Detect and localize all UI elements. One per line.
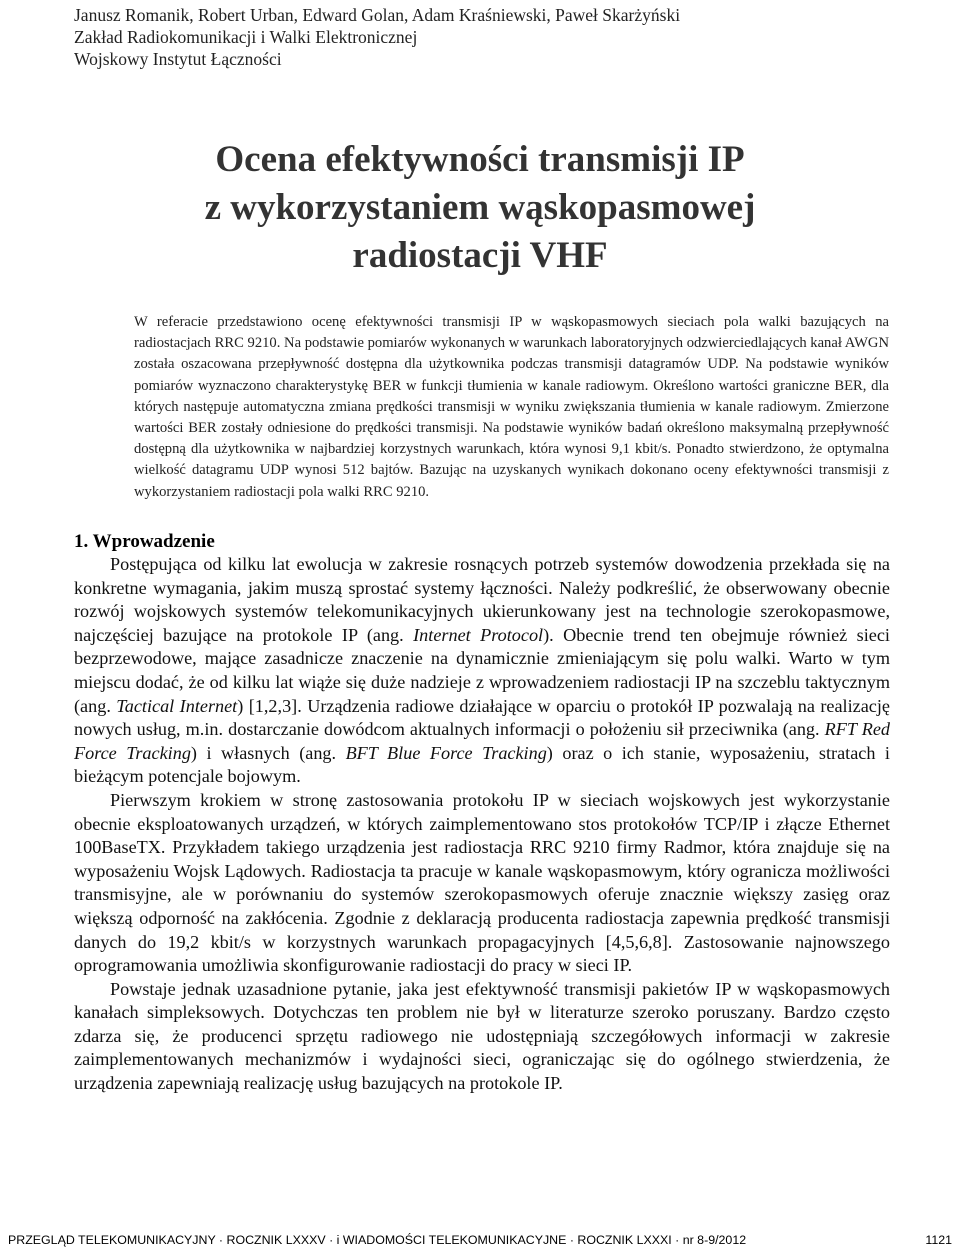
title-line-2: z wykorzystaniem wąskopasmowej	[204, 187, 756, 228]
title-line-1: Ocena efektywności transmisji IP	[215, 139, 745, 180]
p1-text-e: ) oraz o ich stanie, wyposażeniu, stratach i bieżącym potencjale bojowym.	[74, 742, 890, 787]
paragraph-2: Pierwszym krokiem w stronę zastosowania protokołu IP w sieciach wojskowych jest wykorzystanie obecnie eksploatowanych urządzeń, w których zaimplementowano stos protokołów TCP/IP i złącze Ethernet 100BaseTX. Przykładem takiego urządzenia jest radiostacja RRC 9210 firmy Radmor, która znajduje się na wyposażeniu Wojsk Lądowych. Radiostacja ta pracuje w kanale wąskopasmowym, który ogranicza możliwości transmisyjne, ale w porównaniu do systemów szerokopasmowych oferuje znacznie większy zasięg oraz większą odporność na zakłócenia. Zgodnie z deklaracją producenta radiostacja zapewnia prędkość transmisji danych do 19,2 kbit/s w korzystnych warunkach propagacyjnych [4,5,6,8]. Zastosowanie najnowszego oprogramowania umożliwia skonfigurowanie radiostacji do pracy w sieci IP.	[74, 789, 890, 976]
section-heading: 1. Wprowadzenie	[74, 531, 215, 552]
p1-text-b: ). Obecnie trend ten obejmuje również sieci bezprzewodowe, mające zasadnicze znaczenie na dynamicznie zmieniającym się polu walki. Warto w tym miejscu dodać, że od kilku lat wiąże się duże nadzieje z wprowadzeniem radiostacji IP na szczeblu taktycznym (ang.	[74, 624, 890, 716]
p1-text-c: ) [1,2,3]. Urządzenia radiowe działające w oparciu o protokół IP pozwalają na realizację nowych usług, m.in. dostarczanie dowódcom aktualnych informacji o położeniu sił przeciwnika (ang.	[74, 695, 890, 740]
authors: Janusz Romanik, Robert Urban, Edward Golan, Adam Kraśniewski, Paweł Skarżyński	[74, 5, 681, 25]
author-affiliation	[74, 4, 894, 70]
p1-text-d: ) i własnych (ang.	[190, 742, 346, 763]
p1-text-a: Postępująca od kilku lat ewolucja w zakresie rosnących potrzeb systemów dowodzenia przekłada się na konkretne wymagania, jakim muszą sprostać systemy łączności. Należy podkreślić, że obserwowany obecnie rozwój wojskowych systemów telekomunikacyjnych ukierunkowany jest na technologie szerokopasmowe, najczęściej bazujące na protokole IP (ang.	[74, 554, 890, 645]
paragraph-3: Powstaje jednak uzasadnione pytanie, jaka jest efektywność transmisji pakietów IP w wąskopasmowych kanałach simpleksowych. Dotychczas ten problem nie był w literaturze szeroko poruszany. Bardzo często zdarza się, że producenci sprzętu radiowego nie udostępniają szczegółowych informacji w zakresie zaimplementowanych mechanizmów i wydajności sieci, ograniczając się do ogólnego stwierdzenia, że urządzenia zapewniają realizację usług bazujących na protokole IP.	[74, 978, 890, 1094]
paragraph-1	[74, 553, 890, 789]
p1-term-tactical-internet: Tactical Internet	[116, 695, 238, 716]
p1-term-rft: RFT Red Force Tracking	[74, 719, 890, 763]
abstract: W referacie przedstawiono ocenę efektywności transmisji IP w wąskopasmowych sieciach pola walki bazujących na radiostacjach RRC 9210. Na podstawie pomiarów wykonanych w warunkach laboratoryjnych odzwierciedlających kanał AWGN została oszacowana przepływność dostępna dla użytkownika podczas transmisji datagramów UDP. Na podstawie wyników pomiarów wyznaczono charakterystykę BER w funkcji tłumienia w kanale radiowym. Określono wartości graniczne BER, dla których następuje automatyczna zmiana prędkości transmisji w wyniku zwiększania tłumienia w kanale radiowym. Zmierzone wartości BER zostały odniesione do prędkości transmisji. Na podstawie wyników badań określono maksymalną przepływność dostępną dla użytkownika w najbardziej korzystnych warunkach, która wynosi 9,1 kbit/s. Ponadto stwierdzono, że optymalna wielkość datagramu UDP wynosi 512 bajtów. Bazując na uzyskanych wynikach dokonano oceny efektywności transmisji z wykorzystaniem radiostacji pola walki RRC 9210.	[134, 314, 889, 500]
p1-term-internet-protocol: Internet Protocol	[413, 624, 544, 645]
paper-title	[100, 136, 860, 280]
title-line-3: radiostacji VHF	[352, 235, 608, 276]
journal-info: PRZEGLĄD TELEKOMUNIKACYJNY · ROCZNIK LXXXV · i WIADOMOŚCI TELEKOMUNIKACYJNE · ROCZNIK LXXXI · nr 8-9/2012	[8, 1233, 747, 1247]
institute: Wojskowy Instytut Łączności	[74, 49, 282, 69]
page-number: 1121	[925, 1233, 952, 1247]
page-footer	[0, 1231, 960, 1249]
p1-term-bft: BFT Blue Force Tracking	[345, 742, 547, 763]
department: Zakład Radiokomunikacji i Walki Elektronicznej	[74, 27, 418, 47]
section-body	[74, 553, 890, 1096]
